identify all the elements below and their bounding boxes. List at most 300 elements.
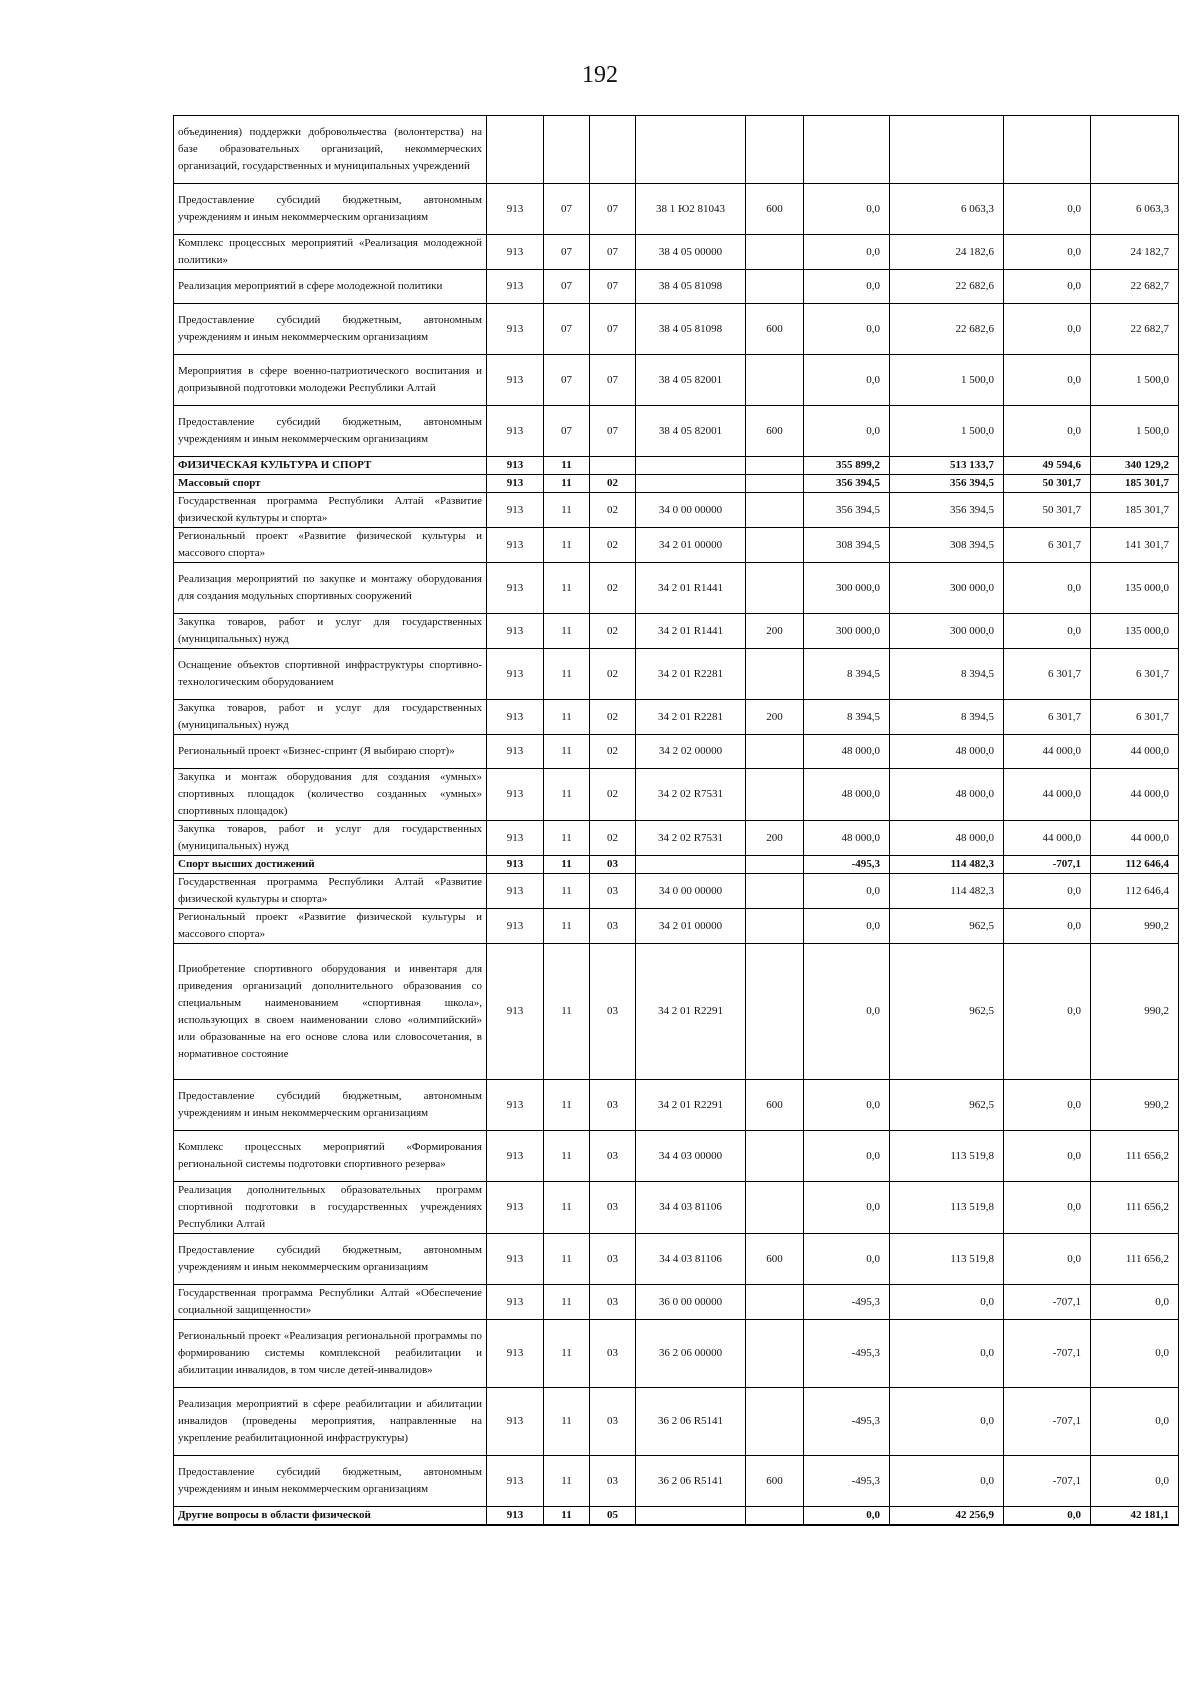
target-article-code [636, 856, 746, 874]
grbs-code: 913 [487, 1234, 544, 1285]
table-row [174, 874, 1179, 909]
amount-2: 48 000,0 [890, 735, 1004, 769]
target-article-code [636, 1507, 746, 1526]
subsection-code: 03 [590, 1388, 636, 1456]
subsection-code: 03 [590, 1131, 636, 1182]
amount-1: 356 394,5 [804, 493, 890, 528]
amount-4: 44 000,0 [1091, 821, 1179, 856]
amount-3: 50 301,7 [1004, 493, 1091, 528]
target-article-code: 34 0 00 00000 [636, 874, 746, 909]
section-code: 11 [544, 649, 590, 700]
table-row [174, 563, 1179, 614]
amount-3: 0,0 [1004, 1131, 1091, 1182]
section-code: 11 [544, 475, 590, 493]
target-article-code: 34 0 00 00000 [636, 493, 746, 528]
grbs-code: 913 [487, 944, 544, 1080]
amount-3: 0,0 [1004, 304, 1091, 355]
amount-4: 6 301,7 [1091, 649, 1179, 700]
amount-2: 48 000,0 [890, 769, 1004, 821]
grbs-code: 913 [487, 1320, 544, 1388]
subsection-code: 02 [590, 563, 636, 614]
row-name: Комплекс процессных мероприятий «Реализация молодежной политики» [174, 235, 487, 270]
amount-4: 990,2 [1091, 944, 1179, 1080]
subsection-code: 03 [590, 1285, 636, 1320]
amount-1: -495,3 [804, 1285, 890, 1320]
amount-4: 0,0 [1091, 1456, 1179, 1507]
table-row [174, 1080, 1179, 1131]
subsection-code: 03 [590, 856, 636, 874]
row-name: ФИЗИЧЕСКАЯ КУЛЬТУРА И СПОРТ [174, 457, 487, 475]
expense-type-code [746, 475, 804, 493]
amount-4: 44 000,0 [1091, 769, 1179, 821]
section-code: 11 [544, 1182, 590, 1234]
amount-1 [804, 116, 890, 184]
amount-4: 135 000,0 [1091, 614, 1179, 649]
section-code: 07 [544, 406, 590, 457]
subsection-code: 03 [590, 1182, 636, 1234]
amount-3: 6 301,7 [1004, 649, 1091, 700]
table-row [174, 1456, 1179, 1507]
row-name: Предоставление субсидий бюджетным, автономным учреждениям и иным некоммерческим организациям [174, 406, 487, 457]
section-code: 11 [544, 856, 590, 874]
amount-1: 0,0 [804, 1507, 890, 1526]
row-name: Региональный проект «Развитие физической культуры и массового спорта» [174, 528, 487, 563]
grbs-code: 913 [487, 528, 544, 563]
row-name: Реализация мероприятий в сфере реабилитации и абилитации инвалидов (проведены мероприятия, направленные на укрепление реабилитационной инфраструктуры) [174, 1388, 487, 1456]
amount-1: 300 000,0 [804, 614, 890, 649]
target-article-code: 38 1 Ю2 81043 [636, 184, 746, 235]
amount-1: 308 394,5 [804, 528, 890, 563]
section-code: 11 [544, 944, 590, 1080]
section-code: 07 [544, 270, 590, 304]
amount-1: 48 000,0 [804, 769, 890, 821]
amount-2: 48 000,0 [890, 821, 1004, 856]
target-article-code: 34 2 01 00000 [636, 528, 746, 563]
amount-1: 48 000,0 [804, 821, 890, 856]
amount-2: 22 682,6 [890, 270, 1004, 304]
amount-1: 0,0 [804, 270, 890, 304]
grbs-code: 913 [487, 270, 544, 304]
target-article-code: 36 0 00 00000 [636, 1285, 746, 1320]
amount-3: 0,0 [1004, 406, 1091, 457]
subsection-code: 03 [590, 944, 636, 1080]
target-article-code: 34 2 01 R2291 [636, 1080, 746, 1131]
amount-4: 6 063,3 [1091, 184, 1179, 235]
expense-type-code [746, 735, 804, 769]
subsection-code: 07 [590, 304, 636, 355]
grbs-code: 913 [487, 821, 544, 856]
amount-2: 1 500,0 [890, 355, 1004, 406]
expense-type-code [746, 235, 804, 270]
amount-4: 185 301,7 [1091, 475, 1179, 493]
budget-table [173, 115, 1179, 1526]
amount-2: 114 482,3 [890, 856, 1004, 874]
target-article-code: 34 2 02 00000 [636, 735, 746, 769]
amount-3: 0,0 [1004, 1182, 1091, 1234]
table-row [174, 493, 1179, 528]
expense-type-code [746, 1285, 804, 1320]
amount-4: 1 500,0 [1091, 406, 1179, 457]
row-name: Другие вопросы в области физической [174, 1507, 487, 1526]
row-name: Закупка товаров, работ и услуг для государственных (муниципальных) нужд [174, 700, 487, 735]
subsection-code: 02 [590, 735, 636, 769]
section-code: 11 [544, 1388, 590, 1456]
target-article-code: 34 4 03 00000 [636, 1131, 746, 1182]
grbs-code: 913 [487, 355, 544, 406]
row-name: Предоставление субсидий бюджетным, автономным учреждениям и иным некоммерческим организациям [174, 1456, 487, 1507]
table-row [174, 649, 1179, 700]
amount-4: 990,2 [1091, 1080, 1179, 1131]
amount-4: 111 656,2 [1091, 1131, 1179, 1182]
section-code: 11 [544, 457, 590, 475]
amount-4: 185 301,7 [1091, 493, 1179, 528]
section-code: 11 [544, 493, 590, 528]
expense-type-code [746, 1507, 804, 1526]
amount-3: 0,0 [1004, 944, 1091, 1080]
grbs-code: 913 [487, 406, 544, 457]
subsection-code: 02 [590, 614, 636, 649]
subsection-code: 05 [590, 1507, 636, 1526]
subsection-code [590, 116, 636, 184]
amount-2: 6 063,3 [890, 184, 1004, 235]
table-row [174, 116, 1179, 184]
amount-1: 0,0 [804, 944, 890, 1080]
table-row [174, 1182, 1179, 1234]
subsection-code: 03 [590, 1320, 636, 1388]
grbs-code: 913 [487, 475, 544, 493]
expense-type-code [746, 493, 804, 528]
expense-type-code [746, 270, 804, 304]
expense-type-code [746, 528, 804, 563]
expense-type-code: 600 [746, 1080, 804, 1131]
target-article-code: 38 4 05 82001 [636, 355, 746, 406]
row-name: Региональный проект «Бизнес-спринт (Я выбираю спорт)» [174, 735, 487, 769]
table-row [174, 614, 1179, 649]
section-code: 11 [544, 821, 590, 856]
amount-3: 44 000,0 [1004, 769, 1091, 821]
expense-type-code [746, 1388, 804, 1456]
amount-1: 355 899,2 [804, 457, 890, 475]
subsection-code: 02 [590, 528, 636, 563]
target-article-code: 34 2 01 R2281 [636, 649, 746, 700]
table-row [174, 1507, 1179, 1526]
amount-3: 0,0 [1004, 235, 1091, 270]
row-name: Реализация мероприятий в сфере молодежной политики [174, 270, 487, 304]
amount-2: 308 394,5 [890, 528, 1004, 563]
section-code: 07 [544, 304, 590, 355]
grbs-code: 913 [487, 909, 544, 944]
amount-4: 0,0 [1091, 1285, 1179, 1320]
amount-3: 0,0 [1004, 909, 1091, 944]
page-number: 192 [582, 62, 618, 88]
target-article-code: 38 4 05 81098 [636, 304, 746, 355]
amount-1: 0,0 [804, 1182, 890, 1234]
amount-4: 22 682,7 [1091, 270, 1179, 304]
amount-1: 8 394,5 [804, 649, 890, 700]
grbs-code: 913 [487, 1285, 544, 1320]
expense-type-code: 600 [746, 1456, 804, 1507]
target-article-code: 38 4 05 00000 [636, 235, 746, 270]
amount-4: 111 656,2 [1091, 1234, 1179, 1285]
row-name: Предоставление субсидий бюджетным, автономным учреждениям и иным некоммерческим организациям [174, 1080, 487, 1131]
grbs-code: 913 [487, 457, 544, 475]
amount-4: 6 301,7 [1091, 700, 1179, 735]
amount-2: 0,0 [890, 1285, 1004, 1320]
grbs-code: 913 [487, 769, 544, 821]
amount-2: 24 182,6 [890, 235, 1004, 270]
expense-type-code [746, 769, 804, 821]
amount-3: -707,1 [1004, 856, 1091, 874]
amount-3: 0,0 [1004, 355, 1091, 406]
row-name: Спорт высших достижений [174, 856, 487, 874]
expense-type-code: 600 [746, 184, 804, 235]
amount-3: 0,0 [1004, 270, 1091, 304]
amount-2: 962,5 [890, 944, 1004, 1080]
row-name: Комплекс процессных мероприятий «Формирования региональной системы подготовки спортивного резерва» [174, 1131, 487, 1182]
row-name: Реализация дополнительных образовательных программ спортивной подготовки в государственных учреждениях Республики Алтай [174, 1182, 487, 1234]
section-code: 07 [544, 184, 590, 235]
table-row [174, 528, 1179, 563]
grbs-code: 913 [487, 235, 544, 270]
amount-3: 0,0 [1004, 1234, 1091, 1285]
amount-1: 0,0 [804, 874, 890, 909]
expense-type-code [746, 116, 804, 184]
table-row [174, 769, 1179, 821]
amount-3: 0,0 [1004, 563, 1091, 614]
table-row [174, 1320, 1179, 1388]
amount-4: 0,0 [1091, 1320, 1179, 1388]
amount-4: 340 129,2 [1091, 457, 1179, 475]
amount-3: -707,1 [1004, 1456, 1091, 1507]
amount-4: 112 646,4 [1091, 874, 1179, 909]
row-name: Предоставление субсидий бюджетным, автономным учреждениям и иным некоммерческим организациям [174, 184, 487, 235]
expense-type-code: 600 [746, 304, 804, 355]
grbs-code: 913 [487, 493, 544, 528]
expense-type-code [746, 944, 804, 1080]
row-name: Закупка товаров, работ и услуг для государственных (муниципальных) нужд [174, 821, 487, 856]
amount-3: 49 594,6 [1004, 457, 1091, 475]
table-body [174, 116, 1179, 1526]
amount-2: 8 394,5 [890, 649, 1004, 700]
amount-3: 0,0 [1004, 184, 1091, 235]
amount-4: 0,0 [1091, 1388, 1179, 1456]
grbs-code: 913 [487, 1507, 544, 1526]
expense-type-code [746, 856, 804, 874]
expense-type-code [746, 874, 804, 909]
target-article-code: 34 2 02 R7531 [636, 769, 746, 821]
expense-type-code: 600 [746, 1234, 804, 1285]
amount-2: 0,0 [890, 1456, 1004, 1507]
section-code: 11 [544, 769, 590, 821]
expense-type-code: 600 [746, 406, 804, 457]
amount-4: 112 646,4 [1091, 856, 1179, 874]
table-row [174, 184, 1179, 235]
subsection-code: 07 [590, 235, 636, 270]
section-code: 11 [544, 614, 590, 649]
amount-2: 42 256,9 [890, 1507, 1004, 1526]
subsection-code: 07 [590, 406, 636, 457]
subsection-code: 02 [590, 475, 636, 493]
grbs-code: 913 [487, 874, 544, 909]
table-row [174, 821, 1179, 856]
row-name: Региональный проект «Реализация региональной программы по формированию системы комплексной реабилитации и абилитации инвалидов, в том числе детей-инвалидов» [174, 1320, 487, 1388]
subsection-code: 02 [590, 821, 636, 856]
amount-2: 8 394,5 [890, 700, 1004, 735]
target-article-code [636, 475, 746, 493]
amount-2: 22 682,6 [890, 304, 1004, 355]
subsection-code: 03 [590, 1234, 636, 1285]
amount-2: 962,5 [890, 1080, 1004, 1131]
target-article-code: 38 4 05 82001 [636, 406, 746, 457]
section-code: 07 [544, 235, 590, 270]
grbs-code: 913 [487, 700, 544, 735]
amount-4: 111 656,2 [1091, 1182, 1179, 1234]
amount-2: 513 133,7 [890, 457, 1004, 475]
row-name: Приобретение спортивного оборудования и инвентаря для приведения организаций дополнительного образования со специальным наименованием «спортивная школа», использующих в своем наименовании слово «олимпийский» или образованные на его основе слова или словосочетания, в нормативное состояние [174, 944, 487, 1080]
amount-2: 962,5 [890, 909, 1004, 944]
section-code: 11 [544, 874, 590, 909]
amount-3: 6 301,7 [1004, 528, 1091, 563]
grbs-code: 913 [487, 1182, 544, 1234]
subsection-code: 03 [590, 1456, 636, 1507]
amount-1: 356 394,5 [804, 475, 890, 493]
expense-type-code [746, 1131, 804, 1182]
section-code: 11 [544, 1320, 590, 1388]
expense-type-code [746, 355, 804, 406]
amount-2: 356 394,5 [890, 475, 1004, 493]
grbs-code: 913 [487, 649, 544, 700]
table-row [174, 235, 1179, 270]
amount-2: 0,0 [890, 1388, 1004, 1456]
subsection-code: 03 [590, 1080, 636, 1131]
target-article-code: 34 4 03 81106 [636, 1234, 746, 1285]
section-code: 11 [544, 1285, 590, 1320]
grbs-code [487, 116, 544, 184]
grbs-code: 913 [487, 1080, 544, 1131]
subsection-code: 02 [590, 649, 636, 700]
grbs-code: 913 [487, 735, 544, 769]
amount-2: 113 519,8 [890, 1182, 1004, 1234]
row-name: Государственная программа Республики Алтай «Развитие физической культуры и спорта» [174, 493, 487, 528]
row-name: объединения) поддержки добровольчества (волонтерства) на базе образовательных организаций, некоммерческих организаций, государственных и муниципальных учреждений [174, 116, 487, 184]
amount-2: 114 482,3 [890, 874, 1004, 909]
target-article-code: 36 2 06 R5141 [636, 1388, 746, 1456]
row-name: Мероприятия в сфере военно-патриотического воспитания и допризывной подготовки молодежи Республики Алтай [174, 355, 487, 406]
amount-1: 0,0 [804, 406, 890, 457]
amount-1: 0,0 [804, 1234, 890, 1285]
amount-2: 356 394,5 [890, 493, 1004, 528]
target-article-code: 34 4 03 81106 [636, 1182, 746, 1234]
expense-type-code [746, 649, 804, 700]
amount-1: 0,0 [804, 909, 890, 944]
grbs-code: 913 [487, 563, 544, 614]
amount-1: 0,0 [804, 1080, 890, 1131]
section-code: 11 [544, 1234, 590, 1285]
row-name: Государственная программа Республики Алтай «Развитие физической культуры и спорта» [174, 874, 487, 909]
target-article-code [636, 457, 746, 475]
amount-3: 0,0 [1004, 614, 1091, 649]
amount-4: 141 301,7 [1091, 528, 1179, 563]
amount-4: 1 500,0 [1091, 355, 1179, 406]
subsection-code: 07 [590, 355, 636, 406]
grbs-code: 913 [487, 304, 544, 355]
amount-3: -707,1 [1004, 1320, 1091, 1388]
row-name: Государственная программа Республики Алтай «Обеспечение социальной защищенности» [174, 1285, 487, 1320]
amount-1: 8 394,5 [804, 700, 890, 735]
amount-1: 0,0 [804, 235, 890, 270]
expense-type-code: 200 [746, 821, 804, 856]
amount-1: 0,0 [804, 304, 890, 355]
amount-3: 0,0 [1004, 874, 1091, 909]
row-name: Закупка и монтаж оборудования для создания «умных» спортивных площадок (количество созданных «умных» спортивных площадок) [174, 769, 487, 821]
amount-2: 113 519,8 [890, 1131, 1004, 1182]
section-code: 11 [544, 1080, 590, 1131]
section-code: 11 [544, 563, 590, 614]
grbs-code: 913 [487, 856, 544, 874]
amount-4: 990,2 [1091, 909, 1179, 944]
subsection-code: 02 [590, 493, 636, 528]
amount-2: 1 500,0 [890, 406, 1004, 457]
grbs-code: 913 [487, 614, 544, 649]
row-name: Оснащение объектов спортивной инфраструктуры спортивно-технологическим оборудованием [174, 649, 487, 700]
table-row [174, 856, 1179, 874]
target-article-code: 38 4 05 81098 [636, 270, 746, 304]
subsection-code: 03 [590, 874, 636, 909]
expense-type-code: 200 [746, 614, 804, 649]
section-code [544, 116, 590, 184]
amount-4: 42 181,1 [1091, 1507, 1179, 1526]
table-row [174, 270, 1179, 304]
section-code: 11 [544, 700, 590, 735]
expense-type-code [746, 1182, 804, 1234]
expense-type-code [746, 909, 804, 944]
subsection-code: 07 [590, 184, 636, 235]
amount-2: 0,0 [890, 1320, 1004, 1388]
amount-4 [1091, 116, 1179, 184]
table-row [174, 475, 1179, 493]
amount-2: 300 000,0 [890, 614, 1004, 649]
amount-2: 113 519,8 [890, 1234, 1004, 1285]
target-article-code: 34 2 02 R7531 [636, 821, 746, 856]
amount-1: -495,3 [804, 856, 890, 874]
table-row [174, 355, 1179, 406]
amount-3 [1004, 116, 1091, 184]
target-article-code: 34 2 01 00000 [636, 909, 746, 944]
target-article-code: 34 2 01 R2291 [636, 944, 746, 1080]
table-row [174, 304, 1179, 355]
amount-4: 22 682,7 [1091, 304, 1179, 355]
amount-1: -495,3 [804, 1320, 890, 1388]
amount-3: 44 000,0 [1004, 821, 1091, 856]
grbs-code: 913 [487, 184, 544, 235]
section-code: 11 [544, 1507, 590, 1526]
amount-1: 0,0 [804, 184, 890, 235]
amount-3: 0,0 [1004, 1507, 1091, 1526]
subsection-code: 07 [590, 270, 636, 304]
amount-3: -707,1 [1004, 1388, 1091, 1456]
section-code: 11 [544, 735, 590, 769]
amount-2: 300 000,0 [890, 563, 1004, 614]
grbs-code: 913 [487, 1388, 544, 1456]
target-article-code: 34 2 01 R1441 [636, 614, 746, 649]
table-row [174, 1234, 1179, 1285]
target-article-code: 34 2 01 R1441 [636, 563, 746, 614]
table-row [174, 909, 1179, 944]
amount-1: 0,0 [804, 355, 890, 406]
expense-type-code: 200 [746, 700, 804, 735]
amount-3: 44 000,0 [1004, 735, 1091, 769]
section-code: 11 [544, 1456, 590, 1507]
